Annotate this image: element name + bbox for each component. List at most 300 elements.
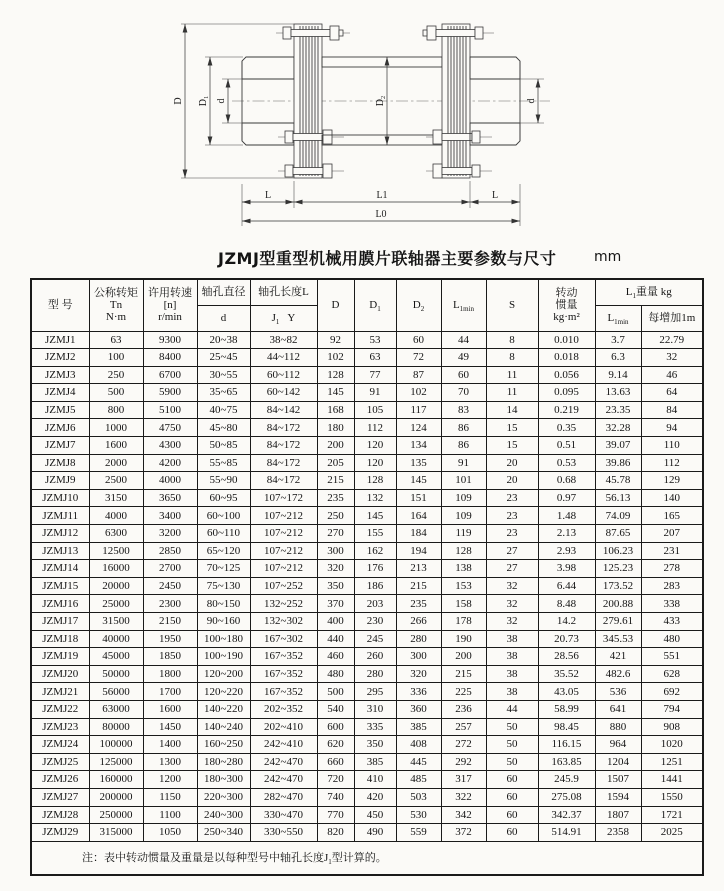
table-cell: 8400 (143, 349, 197, 367)
table-cell: 1850 (143, 648, 197, 666)
table-cell: JZMJ3 (31, 366, 89, 384)
table-cell: 1200 (143, 771, 197, 789)
table-row (31, 806, 703, 824)
table-cell: 0.018 (538, 349, 595, 367)
table-cell: 60~95 (197, 489, 250, 507)
table-cell: 55~85 (197, 454, 250, 472)
table-cell: 32.28 (595, 419, 641, 437)
table-cell: 880 (595, 718, 641, 736)
table-cell: 433 (641, 613, 703, 631)
table-cell: 65~120 (197, 542, 250, 560)
table-cell: JZMJ21 (31, 683, 89, 701)
table-cell: 100 (89, 349, 143, 367)
table-cell: JZMJ8 (31, 454, 89, 472)
col-header-D1: $D_1$ (354, 279, 396, 331)
table-cell: 260 (354, 648, 396, 666)
table-cell: 0.51 (538, 437, 595, 455)
table-cell: 44 (441, 331, 486, 349)
table-cell: 770 (317, 806, 354, 824)
table-cell: 63 (354, 349, 396, 367)
table-cell: 60 (486, 788, 538, 806)
table-cell: 282~470 (250, 788, 317, 806)
table-cell: 0.056 (538, 366, 595, 384)
table-cell: 213 (396, 560, 441, 578)
table-cell: 408 (396, 736, 441, 754)
table-cell: 120 (354, 454, 396, 472)
table-cell: 315000 (89, 824, 143, 842)
table-cell: 8 (486, 349, 538, 367)
table-cell: 1507 (595, 771, 641, 789)
table-cell: 39.07 (595, 437, 641, 455)
table-cell: 23 (486, 489, 538, 507)
table-row (31, 577, 703, 595)
table-cell: 800 (89, 401, 143, 419)
table-cell: 98.45 (538, 718, 595, 736)
table-cell: 3150 (89, 489, 143, 507)
table-cell: JZMJ22 (31, 700, 89, 718)
table-cell: 70 (441, 384, 486, 402)
table-cell: 176 (354, 560, 396, 578)
table-cell: 11 (486, 384, 538, 402)
table-cell: 44~112 (250, 349, 317, 367)
table-cell: 140 (641, 489, 703, 507)
table-cell: 45000 (89, 648, 143, 666)
dim-label-d-right: d (526, 98, 537, 104)
table-cell: 410 (354, 771, 396, 789)
table-cell: 160~250 (197, 736, 250, 754)
table-cell: 272 (441, 736, 486, 754)
table-cell: 2850 (143, 542, 197, 560)
table-cell: 385 (354, 753, 396, 771)
table-cell: 1950 (143, 630, 197, 648)
table-cell: 200000 (89, 788, 143, 806)
table-cell: 60 (486, 771, 538, 789)
table-cell: 11 (486, 366, 538, 384)
table-cell: JZMJ19 (31, 648, 89, 666)
table-cell: 3.98 (538, 560, 595, 578)
table-cell: 9.14 (595, 366, 641, 384)
table-note: 注：表中转动惯量及重量是以每种型号中轴孔长度$J_1$型计算的。 (31, 841, 703, 875)
table-cell: 250 (89, 366, 143, 384)
table-row (31, 683, 703, 701)
table-cell: JZMJ16 (31, 595, 89, 613)
table-cell: 60 (486, 806, 538, 824)
table-cell: 9300 (143, 331, 197, 349)
table-row (31, 630, 703, 648)
table-cell: 320 (396, 665, 441, 683)
table-cell: 180~300 (197, 771, 250, 789)
table-cell: JZMJ26 (31, 771, 89, 789)
table-cell: JZMJ27 (31, 788, 89, 806)
table-cell: 38~82 (250, 331, 317, 349)
table-cell: 91 (441, 454, 486, 472)
table-cell: 45~80 (197, 419, 250, 437)
table-cell: 20 (486, 472, 538, 490)
dimension-D2 (375, 57, 387, 145)
table-cell: 38 (486, 683, 538, 701)
table-cell: 400 (317, 613, 354, 631)
table-cell: 22.79 (641, 331, 703, 349)
table-cell: 641 (595, 700, 641, 718)
table-row (31, 736, 703, 754)
table-cell: 295 (354, 683, 396, 701)
table-cell: JZMJ2 (31, 349, 89, 367)
table-cell: 138 (441, 560, 486, 578)
table-cell: 180 (317, 419, 354, 437)
table-cell: 215 (317, 472, 354, 490)
table-cell: 32 (486, 613, 538, 631)
table-cell: 134 (396, 437, 441, 455)
table-cell: 60~112 (250, 366, 317, 384)
table-cell: 3400 (143, 507, 197, 525)
table-cell: JZMJ10 (31, 489, 89, 507)
table-cell: 275.08 (538, 788, 595, 806)
table-cell: JZMJ15 (31, 577, 89, 595)
table-cell: 84~142 (250, 401, 317, 419)
table-cell: 20~38 (197, 331, 250, 349)
table-cell: 45.78 (595, 472, 641, 490)
table-cell: 283 (641, 577, 703, 595)
table-cell: JZMJ23 (31, 718, 89, 736)
table-cell: 964 (595, 736, 641, 754)
table-cell: 87 (396, 366, 441, 384)
table-cell: 266 (396, 613, 441, 631)
table-cell: 32 (641, 349, 703, 367)
table-row (31, 437, 703, 455)
table-cell: 72 (396, 349, 441, 367)
table-cell: 908 (641, 718, 703, 736)
table-cell: 2450 (143, 577, 197, 595)
table-cell: 559 (396, 824, 441, 842)
table-cell: 28.56 (538, 648, 595, 666)
table-cell: JZMJ12 (31, 525, 89, 543)
table-cell: 551 (641, 648, 703, 666)
table-cell: 84~172 (250, 472, 317, 490)
table-cell: 190 (441, 630, 486, 648)
table-cell: 60 (396, 331, 441, 349)
table-cell: JZMJ7 (31, 437, 89, 455)
table-cell: 2.13 (538, 525, 595, 543)
table-cell: 245 (354, 630, 396, 648)
table-row (31, 700, 703, 718)
table-cell: JZMJ1 (31, 331, 89, 349)
table-cell: 75~130 (197, 577, 250, 595)
table-cell: 155 (354, 525, 396, 543)
table-cell: 25000 (89, 595, 143, 613)
col-header-torque: 公称转矩 Tn N·m (89, 279, 143, 331)
table-cell: 132~252 (250, 595, 317, 613)
table-cell: 27 (486, 542, 538, 560)
table-cell: 1550 (641, 788, 703, 806)
table-cell: 200.88 (595, 595, 641, 613)
col-header-j1y: $J_1$ Y (250, 305, 317, 331)
table-cell: 360 (396, 700, 441, 718)
table-cell: 132~302 (250, 613, 317, 631)
table-cell: 80~150 (197, 595, 250, 613)
dim-label-L1: L1 (376, 190, 388, 201)
table-cell: 0.35 (538, 419, 595, 437)
table-cell: 180~280 (197, 753, 250, 771)
col-header-bore-length: 轴孔长度L (250, 279, 317, 305)
table-cell: 540 (317, 700, 354, 718)
col-header-S: S (486, 279, 538, 331)
table-cell: 80000 (89, 718, 143, 736)
table-cell: 628 (641, 665, 703, 683)
table-cell: 167~352 (250, 683, 317, 701)
table-cell: 257 (441, 718, 486, 736)
table-cell: 279.61 (595, 613, 641, 631)
col-header-D2: $D_2$ (396, 279, 441, 331)
table-cell: 225 (441, 683, 486, 701)
table-cell: 292 (441, 753, 486, 771)
table-cell: 194 (396, 542, 441, 560)
table-row (31, 560, 703, 578)
table-cell: 300 (317, 542, 354, 560)
table-cell: 50 (486, 736, 538, 754)
table-cell: 63 (89, 331, 143, 349)
table-cell: 173.52 (595, 577, 641, 595)
table-cell: 14.2 (538, 613, 595, 631)
table-cell: 120~220 (197, 683, 250, 701)
table-cell: 1050 (143, 824, 197, 842)
table-cell: 20 (486, 454, 538, 472)
table-cell: 46 (641, 366, 703, 384)
table-cell: 480 (317, 665, 354, 683)
table-row (31, 595, 703, 613)
coupling-drawing (0, 0, 724, 242)
col-header-weight-l1min: $L_{1min}$ (595, 305, 641, 331)
table-cell: 385 (396, 718, 441, 736)
table-cell: 8.48 (538, 595, 595, 613)
table-cell: 12500 (89, 542, 143, 560)
table-cell: 84~172 (250, 437, 317, 455)
table-cell: 6.3 (595, 349, 641, 367)
table-cell: 129 (641, 472, 703, 490)
table-cell: 1450 (143, 718, 197, 736)
table-row (31, 525, 703, 543)
table-cell: JZMJ28 (31, 806, 89, 824)
table-footer (31, 841, 703, 875)
table-cell: 32 (486, 577, 538, 595)
table-row (31, 542, 703, 560)
table-cell: 32 (486, 595, 538, 613)
table-cell: 480 (641, 630, 703, 648)
table-cell: 160000 (89, 771, 143, 789)
table-cell: 4200 (143, 454, 197, 472)
table-cell: 132 (354, 489, 396, 507)
table-cell: 1441 (641, 771, 703, 789)
table-cell: 100~180 (197, 630, 250, 648)
table-row (31, 718, 703, 736)
table-cell: 30~55 (197, 366, 250, 384)
dim-label-D2: $D_2$ (375, 95, 387, 107)
table-cell: 4000 (89, 507, 143, 525)
table-cell: 90~160 (197, 613, 250, 631)
table-cell: 168 (317, 401, 354, 419)
table-cell: 2.93 (538, 542, 595, 560)
table-cell: 1150 (143, 788, 197, 806)
table-cell: 84~172 (250, 419, 317, 437)
col-header-model: 型 号 (31, 279, 89, 331)
table-cell: 220~300 (197, 788, 250, 806)
table-cell: 145 (396, 472, 441, 490)
table-cell: 420 (354, 788, 396, 806)
table-cell: 350 (354, 736, 396, 754)
table-cell: 310 (354, 700, 396, 718)
table-cell: 105 (354, 401, 396, 419)
table-cell: JZMJ14 (31, 560, 89, 578)
table-cell: 242~410 (250, 736, 317, 754)
table-cell: 2500 (89, 472, 143, 490)
table-cell: 1600 (143, 700, 197, 718)
table-cell: 320 (317, 560, 354, 578)
table-cell: 692 (641, 683, 703, 701)
table-cell: 56000 (89, 683, 143, 701)
table-cell: 207 (641, 525, 703, 543)
table-cell: 490 (354, 824, 396, 842)
table-cell: 250~340 (197, 824, 250, 842)
table-cell: 31500 (89, 613, 143, 631)
table-cell: 4000 (143, 472, 197, 490)
table-cell: 620 (317, 736, 354, 754)
table-cell: JZMJ6 (31, 419, 89, 437)
table-cell: 86 (441, 437, 486, 455)
table-cell: 55~90 (197, 472, 250, 490)
table-cell: JZMJ11 (31, 507, 89, 525)
table-cell: 278 (641, 560, 703, 578)
table-cell: 317 (441, 771, 486, 789)
table-cell: 140~220 (197, 700, 250, 718)
table-cell: 151 (396, 489, 441, 507)
table-cell: 242~470 (250, 753, 317, 771)
table-cell: 200 (317, 437, 354, 455)
table-cell: 86 (441, 419, 486, 437)
table-cell: 107~212 (250, 542, 317, 560)
table-cell: 116.15 (538, 736, 595, 754)
table-cell: 120 (354, 437, 396, 455)
table-row (31, 771, 703, 789)
table-cell: 38 (486, 648, 538, 666)
col-header-d: d (197, 305, 250, 331)
table-cell: 322 (441, 788, 486, 806)
table-cell: 124 (396, 419, 441, 437)
table-cell: 0.97 (538, 489, 595, 507)
table-cell: 20000 (89, 577, 143, 595)
table-cell: 660 (317, 753, 354, 771)
col-header-inertia: 转动 惯量 kg·m² (538, 279, 595, 331)
table-cell: 2000 (89, 454, 143, 472)
col-header-speed: 许用转速 [n] r/min (143, 279, 197, 331)
table-cell: 280 (354, 665, 396, 683)
dim-label-L-right: L (491, 190, 499, 201)
table-cell: 162 (354, 542, 396, 560)
table-cell: 77 (354, 366, 396, 384)
table-cell: 107~252 (250, 577, 317, 595)
table-cell: 3200 (143, 525, 197, 543)
table-cell: 1807 (595, 806, 641, 824)
table-cell: JZMJ4 (31, 384, 89, 402)
table-cell: 330~470 (250, 806, 317, 824)
table-cell: 0.095 (538, 384, 595, 402)
dim-label-L-left: L (264, 190, 272, 201)
table-cell: 530 (396, 806, 441, 824)
table-cell: 107~212 (250, 525, 317, 543)
table-cell: 235 (317, 489, 354, 507)
unit-label: mm (594, 249, 622, 265)
table-row (31, 331, 703, 349)
table-cell: 300 (396, 648, 441, 666)
table-row (31, 401, 703, 419)
table-cell: 1251 (641, 753, 703, 771)
table-cell: 242~470 (250, 771, 317, 789)
table-cell: JZMJ24 (31, 736, 89, 754)
table-cell: JZMJ20 (31, 665, 89, 683)
table-row (31, 648, 703, 666)
table-cell: 270 (317, 525, 354, 543)
table-cell: 128 (317, 366, 354, 384)
table-row (31, 788, 703, 806)
table-cell: 372 (441, 824, 486, 842)
table-cell: JZMJ5 (31, 401, 89, 419)
table-body (31, 331, 703, 841)
table-cell: 167~352 (250, 665, 317, 683)
table-cell: 102 (317, 349, 354, 367)
table-cell: JZMJ29 (31, 824, 89, 842)
table-cell: 50 (486, 718, 538, 736)
table-cell: 250 (317, 507, 354, 525)
table-cell: JZMJ18 (31, 630, 89, 648)
table-cell: 514.91 (538, 824, 595, 842)
table-cell: 350 (317, 577, 354, 595)
table-cell: 50000 (89, 665, 143, 683)
parameters-table (30, 278, 704, 876)
table-cell: 6700 (143, 366, 197, 384)
table-cell: 107~172 (250, 489, 317, 507)
table-cell: 184 (396, 525, 441, 543)
dim-label-D: D (173, 97, 184, 105)
table-cell: 202~352 (250, 700, 317, 718)
table-cell: 70~125 (197, 560, 250, 578)
table-cell: 107~212 (250, 507, 317, 525)
table-row (31, 613, 703, 631)
table-cell: 145 (317, 384, 354, 402)
table-cell: 50 (486, 753, 538, 771)
table-cell: 1700 (143, 683, 197, 701)
table-cell: 83 (441, 401, 486, 419)
table-cell: 820 (317, 824, 354, 842)
table-cell: 101 (441, 472, 486, 490)
table-cell: 25~45 (197, 349, 250, 367)
table-cell: 60 (486, 824, 538, 842)
table-cell: 128 (354, 472, 396, 490)
table-cell: 2700 (143, 560, 197, 578)
table-cell: 345.53 (595, 630, 641, 648)
table-cell: 58.99 (538, 700, 595, 718)
table-cell: 16000 (89, 560, 143, 578)
dimension-L1 (294, 190, 470, 202)
table-cell: 1300 (143, 753, 197, 771)
table-cell: 3.7 (595, 331, 641, 349)
table-cell: 4750 (143, 419, 197, 437)
table-row (31, 824, 703, 842)
table-cell: 106.23 (595, 542, 641, 560)
table-cell: 235 (396, 595, 441, 613)
table-cell: 49 (441, 349, 486, 367)
table-cell: 200 (441, 648, 486, 666)
table-cell: 94 (641, 419, 703, 437)
table-row (31, 349, 703, 367)
table-cell: 23.35 (595, 401, 641, 419)
